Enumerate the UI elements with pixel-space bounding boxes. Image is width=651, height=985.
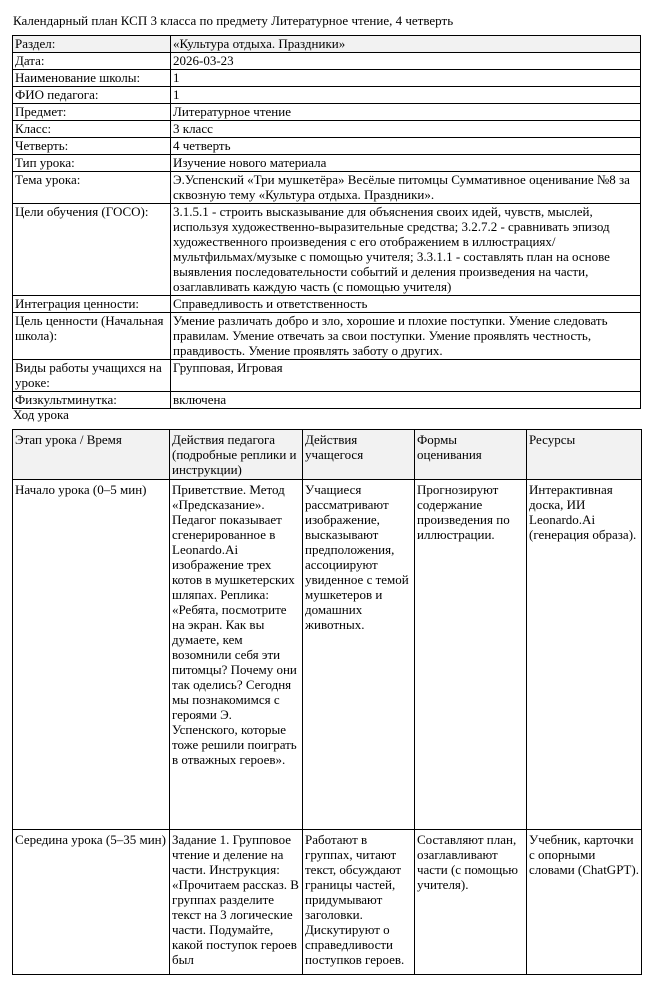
info-row-learning-goals <box>13 204 641 296</box>
info-label: Цель ценности (Начальная школа): <box>13 313 171 360</box>
column-header-teacher-actions: Действия педагога (подробные реплики и инструкции) <box>170 430 303 480</box>
column-header-stage: Этап урока / Время <box>13 430 170 480</box>
info-row-value-integration <box>13 296 641 313</box>
info-value: Э.Успенский «Три мушкетёра» Весёлые питомцы Суммативное оценивание №8 за сквозную тему «Культура отдыха. Праздники». <box>171 172 641 204</box>
info-value: Умение различать добро и зло, хорошие и плохие поступки. Умение следовать правилам. Умение отвечать за свои поступки. Умение проявлять честность, правдивость. Умение проявлять заботу о других. <box>171 313 641 360</box>
stage-cell: Середина урока (5–35 мин) <box>13 830 170 975</box>
table-row <box>13 830 642 975</box>
info-label: Четверть: <box>13 138 171 155</box>
student-actions-cell: Работают в группах, читают текст, обсуждают границы частей, придумывают заголовки. Дискутируют о справедливости поступков героев. <box>303 830 415 975</box>
info-value: 4 четверть <box>171 138 641 155</box>
info-row-grade <box>13 121 641 138</box>
column-header-assessment: Формы оценивания <box>415 430 527 480</box>
info-row-work-types <box>13 360 641 392</box>
resources-cell: Учебник, карточки с опорными словами (ChatGPT). <box>527 830 642 975</box>
info-value: 3.1.5.1 - строить высказывание для объяснения своих идей, чувств, мыслей, используя художественно-выразительные средства; 3.2.7.2 - сравнивать эпизод художественного произведения с его отображением в иллюстрациях/мультфильмах/музыке с помощью учителя; 3.3.1.1 - составлять план на основе выявления последовательности событий и деления произведения на части, озаглавливать каждую часть (с помощью учителя) <box>171 204 641 296</box>
info-label: Тема урока: <box>13 172 171 204</box>
info-value: 3 класс <box>171 121 641 138</box>
info-label: ФИО педагога: <box>13 87 171 104</box>
info-value: Изучение нового материала <box>171 155 641 172</box>
info-row-school <box>13 70 641 87</box>
document-title: Календарный план КСП 3 класса по предмету Литературное чтение, 4 четверть <box>13 13 454 28</box>
lesson-progress-heading: Ход урока <box>13 407 69 422</box>
info-value: 1 <box>171 70 641 87</box>
lesson-table-header <box>13 430 642 480</box>
resources-cell: Интерактивная доска, ИИ Leonardo.Ai (генерация образа). <box>527 480 642 830</box>
info-label: Тип урока: <box>13 155 171 172</box>
assessment-cell: Прогнозируют содержание произведения по иллюстрации. <box>415 480 527 830</box>
info-label: Физкультминутка: <box>13 392 171 409</box>
info-label: Цели обучения (ГОСО): <box>13 204 171 296</box>
info-label: Класс: <box>13 121 171 138</box>
info-row-topic <box>13 172 641 204</box>
column-header-resources: Ресурсы <box>527 430 642 480</box>
info-label: Раздел: <box>13 36 171 53</box>
column-header-student-actions: Действия учащегося <box>303 430 415 480</box>
table-row <box>13 480 642 830</box>
info-label: Наименование школы: <box>13 70 171 87</box>
info-value: включена <box>171 392 641 409</box>
lesson-info-table <box>12 35 641 409</box>
teacher-actions-cell: Приветствие. Метод «Предсказание». Педагог показывает сгенерированное в Leonardo.Ai изображение трех котов в мушкетерских шляпах. Реплика: «Ребята, посмотрите на экран. Как вы думаете, кем возомнили себя эти питомцы? Почему они так оделись? Сегодня мы познакомимся с героями Э. Успенского, которые тоже решили поиграть в отважных героев». <box>170 480 303 830</box>
assessment-cell: Составляют план, озаглавливают части (с помощью учителя). <box>415 830 527 975</box>
student-actions-cell: Учащиеся рассматривают изображение, высказывают предположения, ассоциируют увиденное с темой мушкетеров и домашних животных. <box>303 480 415 830</box>
lesson-progress-table <box>12 429 642 975</box>
info-label: Предмет: <box>13 104 171 121</box>
info-row-subject <box>13 104 641 121</box>
info-label: Дата: <box>13 53 171 70</box>
info-row-value-goal <box>13 313 641 360</box>
info-row-physical-break <box>13 392 641 409</box>
info-row-teacher <box>13 87 641 104</box>
info-value: Литературное чтение <box>171 104 641 121</box>
info-value: Групповая, Игровая <box>171 360 641 392</box>
info-value: «Культура отдыха. Праздники» <box>171 36 641 53</box>
info-row-quarter <box>13 138 641 155</box>
info-value: Справедливость и ответственность <box>171 296 641 313</box>
teacher-actions-cell: Задание 1. Групповое чтение и деление на части. Инструкция: «Прочитаем рассказ. В группах разделите текст на 3 логические части. Подумайте, какой поступок героев был <box>170 830 303 975</box>
info-row-date <box>13 53 641 70</box>
info-value: 2026-03-23 <box>171 53 641 70</box>
info-row-lesson-type <box>13 155 641 172</box>
info-row-section <box>13 36 641 53</box>
info-label: Интеграция ценности: <box>13 296 171 313</box>
stage-cell: Начало урока (0–5 мин) <box>13 480 170 830</box>
info-label: Виды работы учащихся на уроке: <box>13 360 171 392</box>
info-value: 1 <box>171 87 641 104</box>
